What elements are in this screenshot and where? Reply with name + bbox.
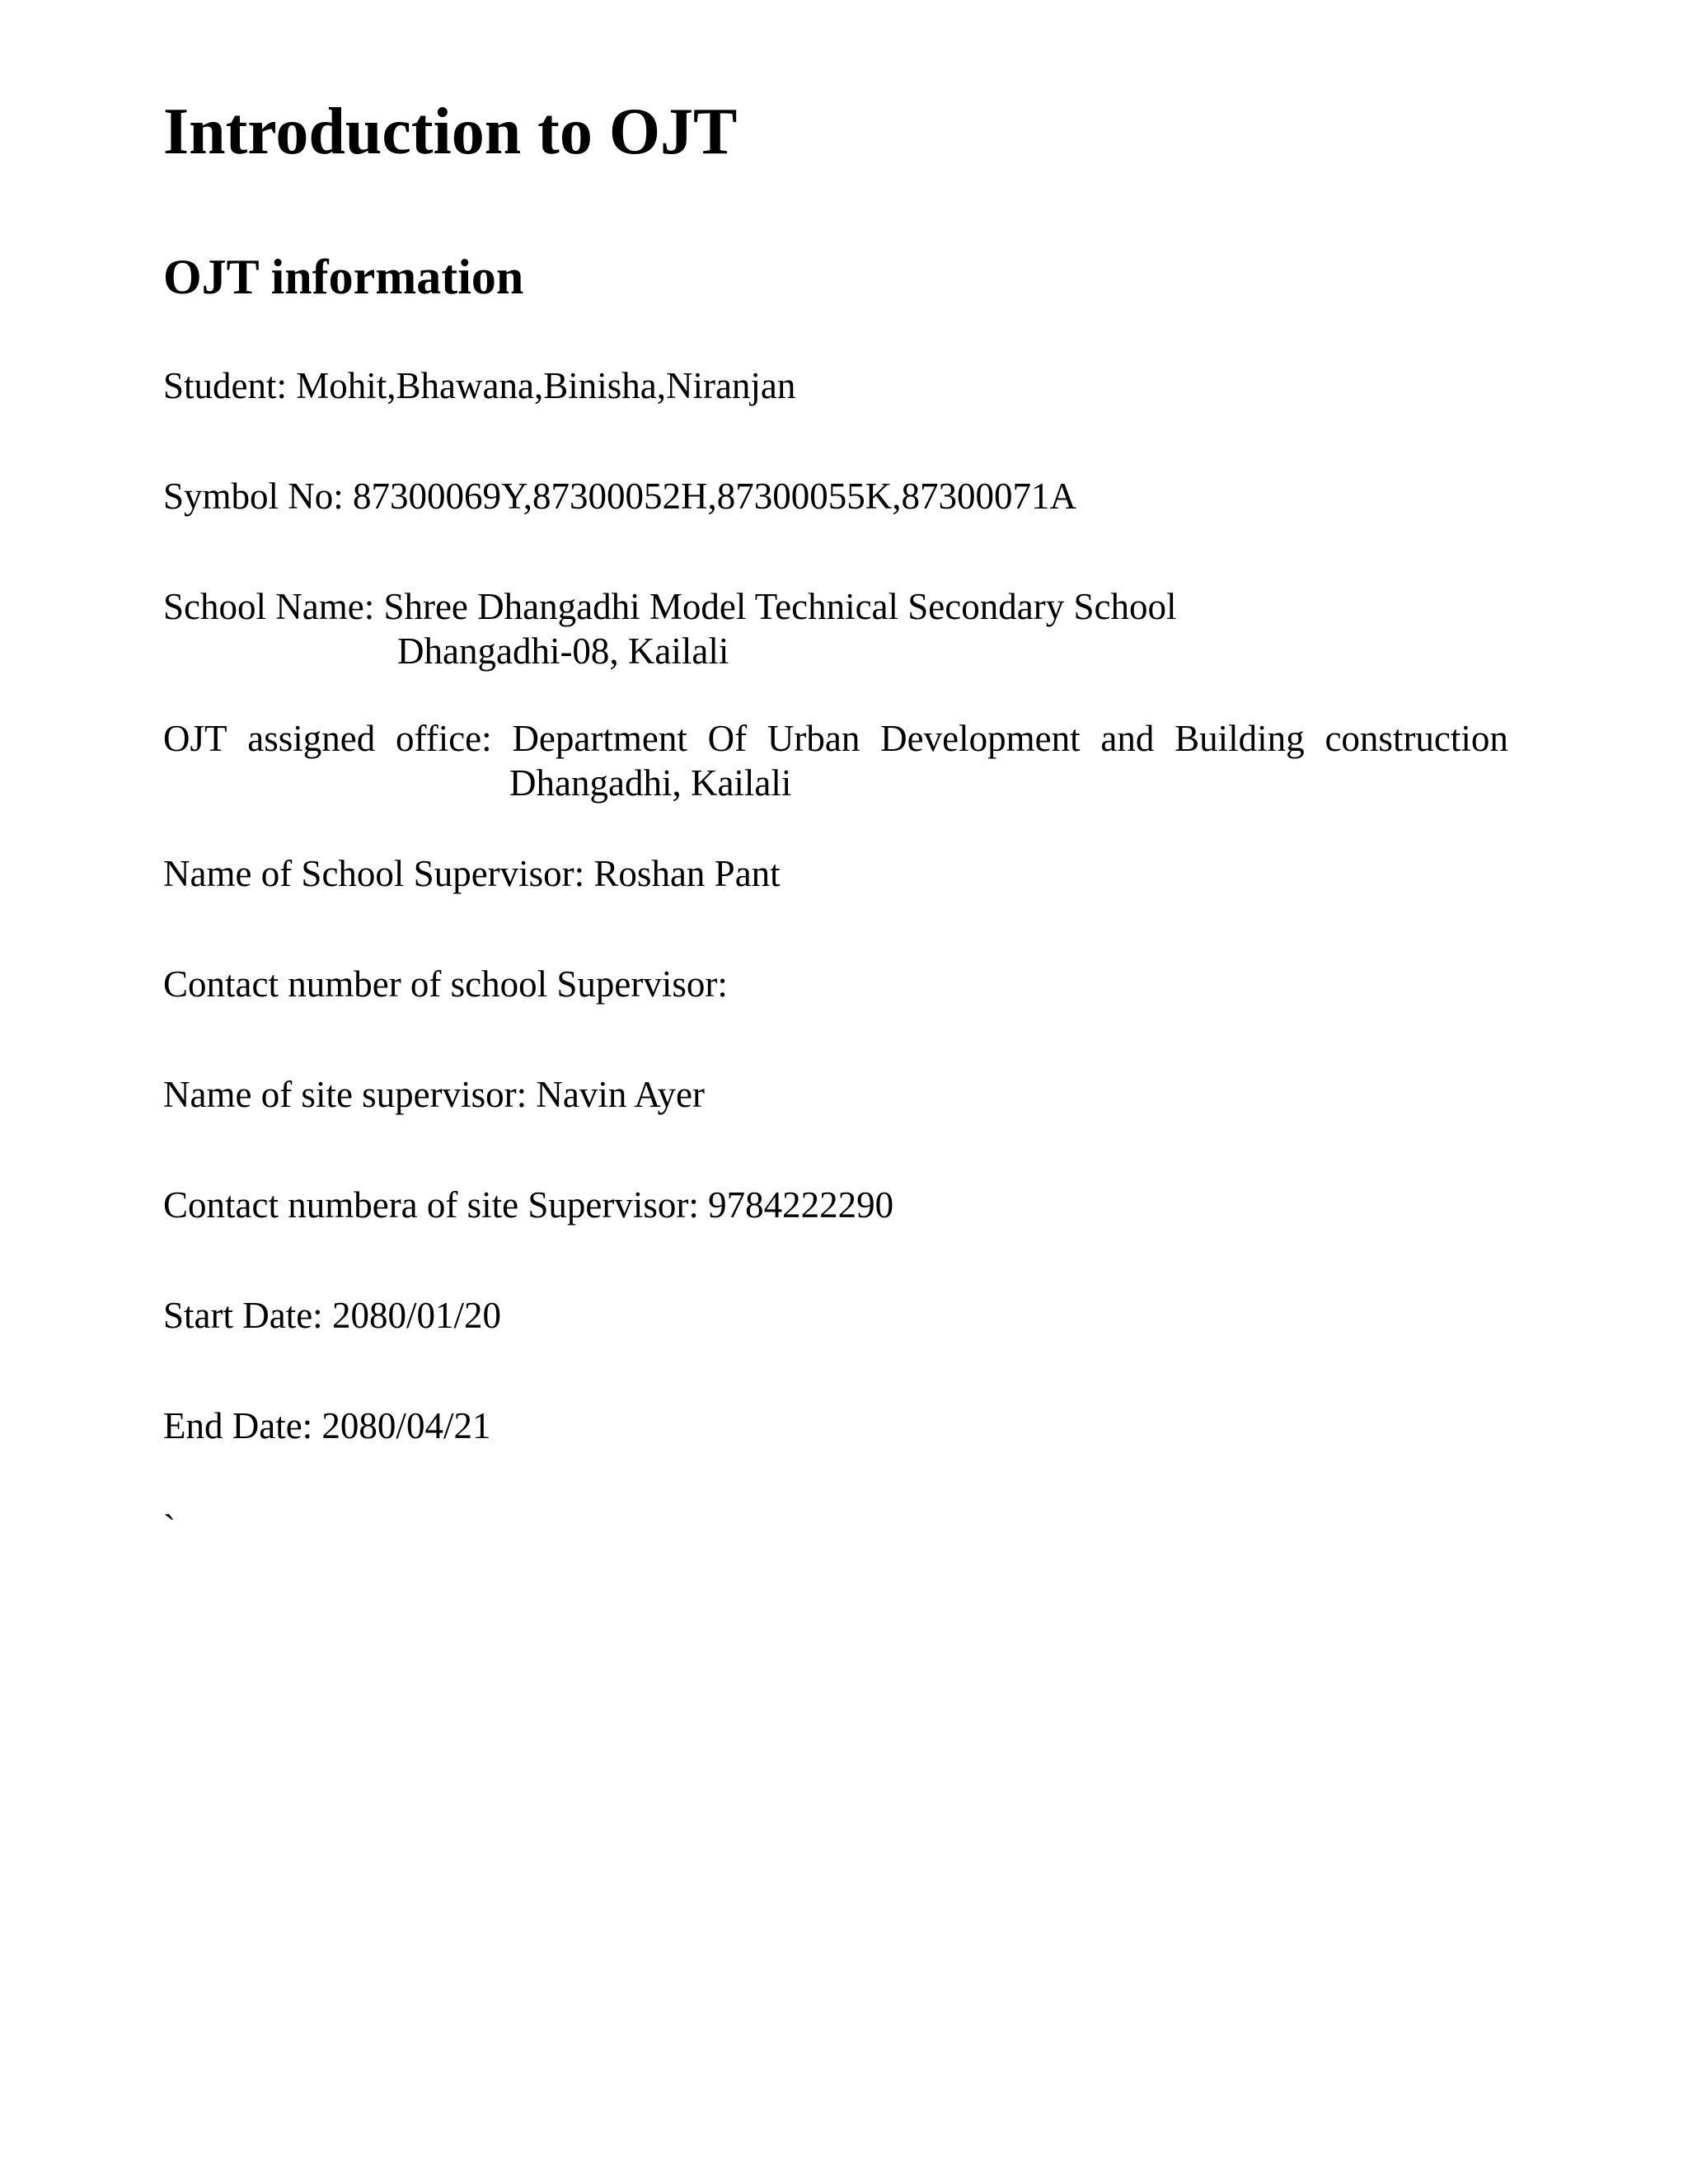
end-date-line: End Date: 2080/04/21 — [163, 1405, 491, 1446]
start-date-line: Start Date: 2080/01/20 — [163, 1295, 501, 1336]
stray-mark: ` — [163, 1507, 176, 1549]
school-supervisor-name-line: Name of School Supervisor: Roshan Pant — [163, 853, 781, 894]
section-heading: OJT information — [163, 250, 524, 304]
site-supervisor-name-line: Name of site supervisor: Navin Ayer — [163, 1074, 705, 1115]
office-word: Department — [512, 718, 687, 759]
office-word: and — [1100, 718, 1155, 759]
ojt-office-line — [163, 715, 1508, 762]
office-word: OJT — [163, 718, 227, 759]
school-name-line: School Name: Shree Dhangadhi Model Technical Secondary School — [163, 586, 1177, 627]
office-word: Development — [880, 718, 1081, 759]
ojt-office-address-line: Dhangadhi, Kailali — [509, 762, 792, 804]
office-word: office: — [396, 718, 492, 759]
page-title: Introduction to OJT — [163, 96, 738, 168]
office-word: Building — [1175, 718, 1305, 759]
symbol-no-line: Symbol No: 87300069Y,87300052H,87300055K,87300071A — [163, 476, 1076, 517]
site-supervisor-contact-line: Contact numbera of site Supervisor: 9784222290 — [163, 1184, 894, 1226]
office-word: Urban — [767, 718, 860, 759]
student-line: Student: Mohit,Bhawana,Binisha,Niranjan — [163, 365, 796, 406]
school-supervisor-contact-line: Contact number of school Supervisor: — [163, 963, 728, 1005]
office-word: Of — [707, 718, 748, 759]
office-word: assigned — [247, 718, 376, 759]
school-address-line: Dhangadhi-08, Kailali — [397, 630, 729, 672]
office-word: construction — [1325, 718, 1508, 759]
